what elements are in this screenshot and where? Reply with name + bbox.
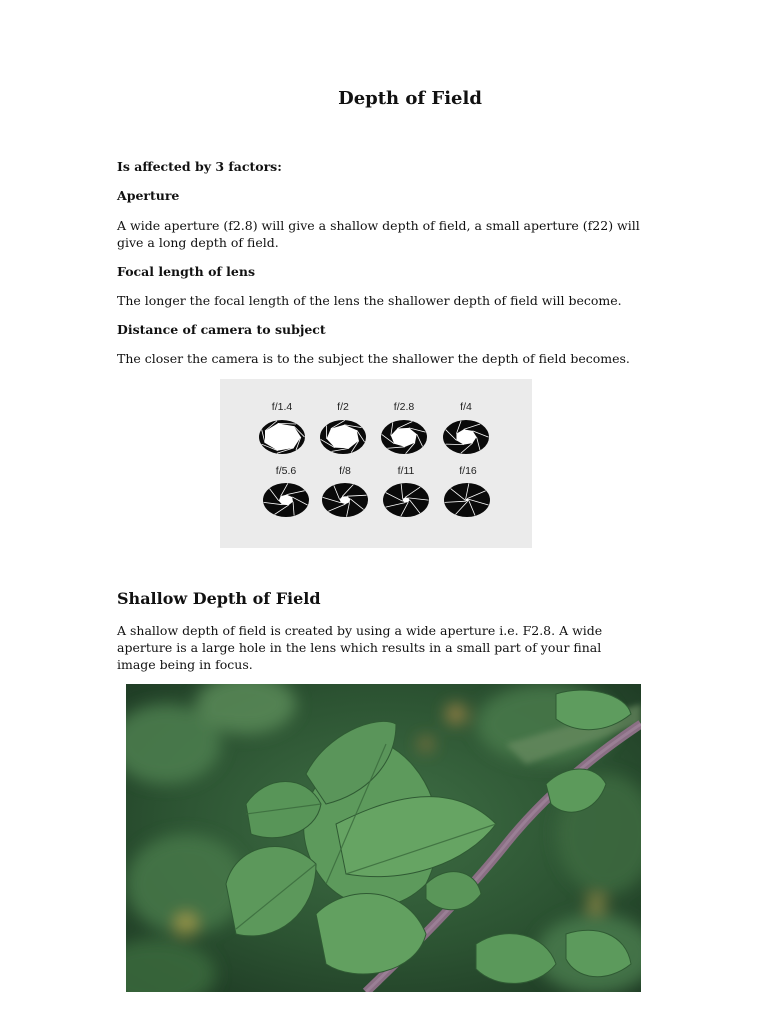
aperture-icon-f1-4 [258, 419, 306, 455]
shallow-dof-heading: Shallow Depth of Field [117, 589, 321, 608]
aperture-icon-f11 [382, 482, 430, 518]
aperture-label-f2: f/2 [337, 401, 349, 413]
aperture-text: A wide aperture (f2.8) will give a shallow depth of field, a small aperture (f22) will give a long depth of field. [117, 218, 640, 250]
distance-text: The closer the camera is to the subject the shallower the depth of field becomes. [117, 351, 630, 366]
page-title: Depth of Field [338, 88, 482, 109]
intro-text: Is affected by 3 factors: [117, 159, 282, 174]
shallow-dof-text: A shallow depth of field is created by using a wide aperture i.e. F2.8. A wide aperture is a large hole in the lens which results in a small part of your final image being in focus. [117, 623, 603, 672]
aperture-label-f2-8: f/2.8 [393, 401, 415, 413]
aperture-icon-f4 [442, 419, 490, 455]
aperture-heading: Aperture [117, 188, 180, 203]
focal-length-heading: Focal length of lens [117, 264, 255, 279]
aperture-icon-f2 [319, 419, 367, 455]
aperture-label-f1-4: f/1.4 [271, 401, 293, 413]
aperture-figure [220, 379, 532, 548]
leaf-photo-image [126, 684, 641, 992]
aperture-label-f5-6: f/5.6 [275, 465, 297, 477]
focal-length-text: The longer the focal length of the lens the shallower depth of field will become. [117, 293, 622, 308]
leaf-photo [126, 684, 641, 992]
aperture-label-f4: f/4 [460, 401, 472, 413]
aperture-icon-f2-8 [380, 419, 428, 455]
aperture-label-f8: f/8 [339, 465, 351, 477]
aperture-label-f11: f/11 [397, 465, 415, 477]
aperture-label-f16: f/16 [459, 465, 477, 477]
aperture-icon-f8 [321, 482, 369, 518]
distance-heading: Distance of camera to subject [117, 322, 326, 337]
aperture-icon-f5-6 [262, 482, 310, 518]
aperture-icon-f16 [443, 482, 491, 518]
